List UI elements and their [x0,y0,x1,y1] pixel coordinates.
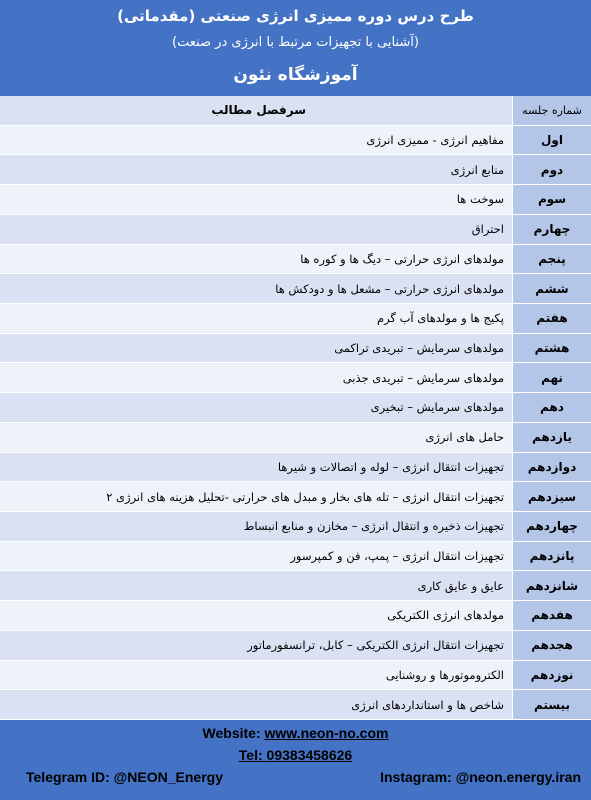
session-topic: تجهیزات ذخیره و انتقال انرژی – مخازن و منابع انبساط [0,512,512,541]
session-number: اول [512,126,591,155]
session-number: ششم [512,274,591,303]
session-topic: تجهیزات انتقال انرژی – لوله و اتصالات و شیرها [0,453,512,482]
table-row [0,542,591,572]
table-row [0,453,591,483]
table-row [0,274,591,304]
table-row [0,482,591,512]
session-topic: تجهیزات انتقال انرژی الکتریکی – کابل، ترانسفورماتور [0,631,512,660]
course-subtitle: (آشنایی با تجهیزات مرتبط با انرژی در صنعت) [172,35,419,50]
session-topic: حامل های انرژی [0,423,512,452]
session-number: نوزدهم [512,661,591,690]
table-row [0,215,591,245]
table-row [0,126,591,156]
table-row [0,601,591,631]
session-number: چهارم [512,215,591,244]
table-row [0,423,591,453]
header-session-number: شماره جلسه [512,96,591,125]
table-row [0,363,591,393]
session-topic: سوخت ها [0,185,512,214]
tel-label: Tel: [238,747,267,763]
session-topic: مولدهای انرژی حرارتی – دیگ ها و کوره ها [0,245,512,274]
table-row [0,690,591,720]
session-number: هجدهم [512,631,591,660]
course-title: طرح درس دوره ممیزی انرژی صنعتی (مقدماتی) [117,7,474,25]
session-number: شانزدهم [512,571,591,600]
session-topic: شاخص ها و استانداردهای انرژی [0,690,512,719]
session-topic: مولدهای سرمایش – تبخیری [0,393,512,422]
session-topic: مولدهای سرمایش – تبریدی تراکمی [0,334,512,363]
table-header-row [0,96,591,126]
session-number: پانزدهم [512,542,591,571]
table-row [0,245,591,275]
website-link[interactable]: www.neon-no.com [264,725,389,741]
table-row [0,631,591,661]
session-number: سوم [512,185,591,214]
session-number: دوم [512,155,591,184]
table-row [0,571,591,601]
session-number: هفدهم [512,601,591,630]
session-number: دوازدهم [512,453,591,482]
session-number: بیستم [512,690,591,719]
institute-name: آموزشگاه نئون [233,65,358,85]
session-topic: تجهیزات انتقال انرژی – تله های بخار و مبدل های حرارتی -تحلیل هزینه های انرژی ۲ [0,482,512,511]
table-row [0,512,591,542]
session-topic: مفاهیم انرژی - ممیزی انرژی [0,126,512,155]
session-number: سیزدهم [512,482,591,511]
header-topic-label: سرفصل مطالب [211,103,306,118]
syllabus-table [0,96,591,720]
instagram-id: Instagram: @neon.energy.iran [380,769,581,785]
website-label: Website: [202,725,265,741]
session-topic: مولدهای سرمایش – تبریدی جذبی [0,363,512,392]
telegram-id: Telegram ID: @NEON_Energy [26,769,223,785]
tel-number[interactable]: 09383458626 [266,747,353,763]
table-row [0,393,591,423]
header-banner [0,0,591,96]
table-row [0,185,591,215]
session-number: هفتم [512,304,591,333]
session-number: چهاردهم [512,512,591,541]
tel-line [0,746,591,764]
session-topic: منابع انرژی [0,155,512,184]
table-row [0,304,591,334]
session-number: دهم [512,393,591,422]
header-topic [0,96,512,125]
session-topic: الکتروموتورها و روشنایی [0,661,512,690]
contact-footer [0,720,591,800]
table-row [0,334,591,364]
table-row [0,661,591,691]
session-number: پنجم [512,245,591,274]
website-line [0,724,591,742]
session-number: هشتم [512,334,591,363]
session-topic: مولدهای انرژی حرارتی – مشعل ها و دودکش ها [0,274,512,303]
session-number: نهم [512,363,591,392]
table-row [0,155,591,185]
session-number: یازدهم [512,423,591,452]
session-topic: تجهیزات انتقال انرژی – پمپ، فن و کمپرسور [0,542,512,571]
session-topic: عایق و عایق کاری [0,571,512,600]
session-topic: پکیج ها و مولدهای آب گرم [0,304,512,333]
session-topic: احتراق [0,215,512,244]
session-topic: مولدهای انرژی الکتریکی [0,601,512,630]
